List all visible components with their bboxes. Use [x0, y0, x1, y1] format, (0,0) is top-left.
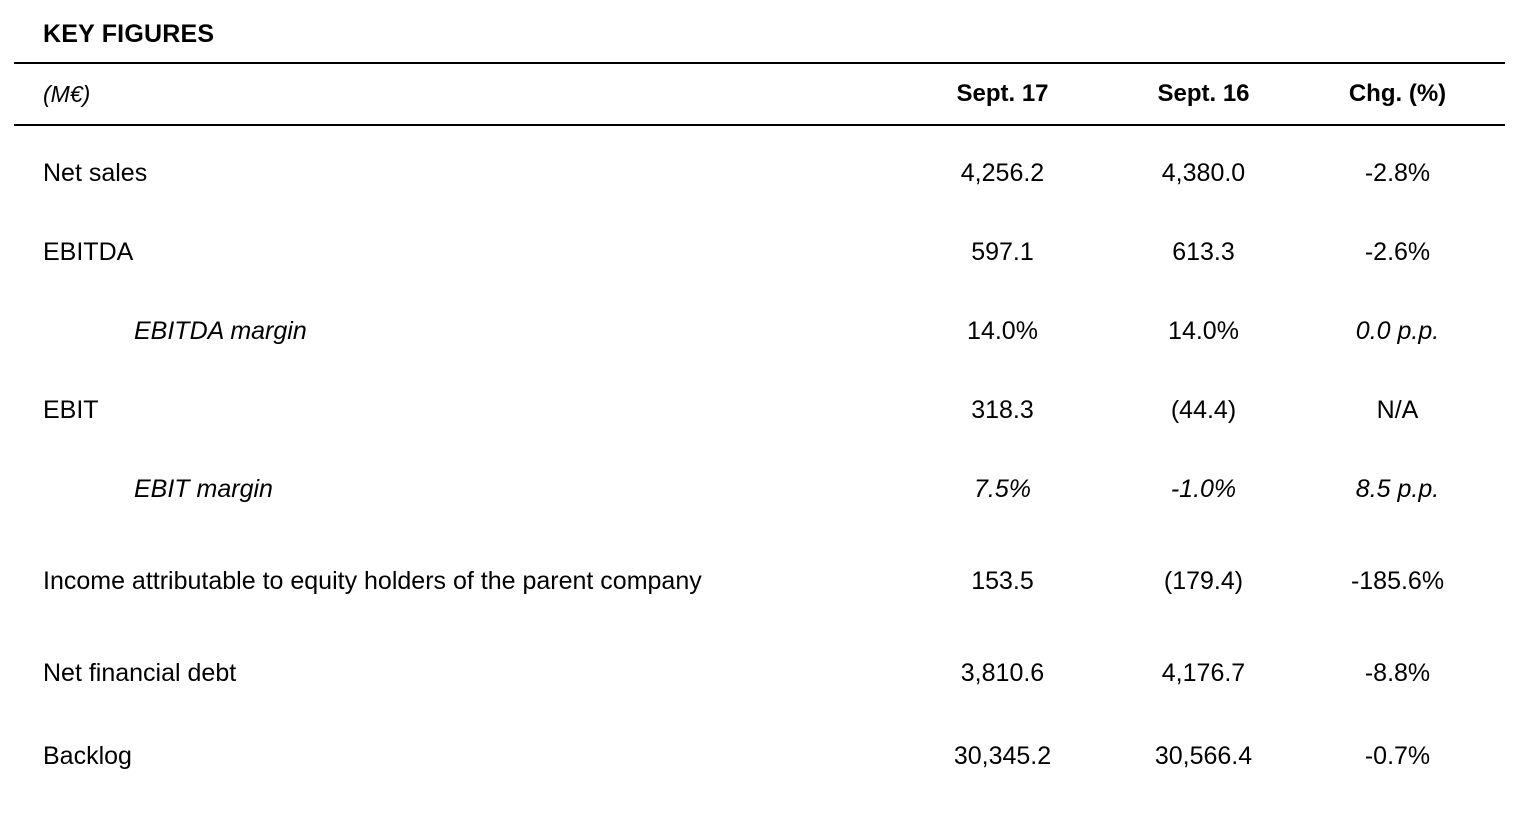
row-label: Net sales	[43, 159, 148, 188]
column-header-unit: (M€)	[14, 63, 902, 125]
table-row	[14, 450, 1505, 529]
table-row	[14, 292, 1505, 371]
row-value-change: -185.6%	[1350, 567, 1445, 595]
column-header-sept-16: Sept. 16	[1103, 63, 1304, 125]
key-figures-table	[14, 62, 1505, 799]
row-value-sept-17: 7.5%	[974, 475, 1031, 503]
row-label: EBIT	[43, 396, 99, 425]
row-value-sept-16: 4,176.7	[1161, 659, 1246, 687]
row-value-sept-17: 153.5	[971, 567, 1034, 595]
row-value-change: -2.8%	[1364, 159, 1431, 187]
row-label: Backlog	[43, 741, 132, 770]
row-value-change: N/A	[1376, 396, 1419, 424]
row-value-sept-17: 14.0%	[967, 317, 1038, 345]
row-value-change: -2.6%	[1364, 238, 1431, 266]
row-value-sept-17: 3,810.6	[960, 659, 1045, 687]
row-value-sept-17: 597.1	[971, 238, 1034, 266]
row-value-sept-16: (179.4)	[1163, 567, 1244, 595]
column-header-change: Chg. (%)	[1304, 63, 1505, 125]
row-label: EBITDA margin	[134, 317, 307, 346]
table-row	[14, 125, 1505, 213]
column-header-sept-17: Sept. 17	[902, 63, 1103, 125]
row-value-change: -8.8%	[1364, 659, 1431, 687]
row-label: Income attributable to equity holders of the parent company	[43, 567, 702, 596]
row-label: Net financial debt	[43, 659, 237, 688]
row-value-change: 0.0 p.p.	[1355, 317, 1440, 345]
row-value-sept-16: -1.0%	[1170, 475, 1237, 503]
row-value-change: 8.5 p.p.	[1355, 475, 1440, 503]
table-row	[14, 371, 1505, 450]
table-row	[14, 713, 1505, 799]
row-label: EBIT margin	[134, 475, 273, 504]
row-value-sept-16: (44.4)	[1170, 396, 1237, 424]
row-value-sept-16: 613.3	[1172, 238, 1235, 266]
table-body	[14, 125, 1505, 799]
row-value-sept-16: 4,380.0	[1161, 159, 1246, 187]
table-row	[14, 213, 1505, 292]
row-value-sept-16: 30,566.4	[1154, 741, 1253, 770]
table-row	[14, 634, 1505, 713]
table-header-row	[14, 63, 1505, 125]
row-value-sept-17: 4,256.2	[960, 159, 1045, 187]
row-value-change: -0.7%	[1364, 741, 1431, 770]
row-value-sept-16: 14.0%	[1168, 317, 1239, 345]
table-header	[14, 63, 1505, 125]
row-value-sept-17: 318.3	[971, 396, 1034, 424]
row-value-sept-17: 30,345.2	[953, 741, 1052, 770]
table-row	[14, 529, 1505, 634]
row-label: EBITDA	[43, 238, 134, 267]
page-title: KEY FIGURES	[43, 20, 215, 48]
